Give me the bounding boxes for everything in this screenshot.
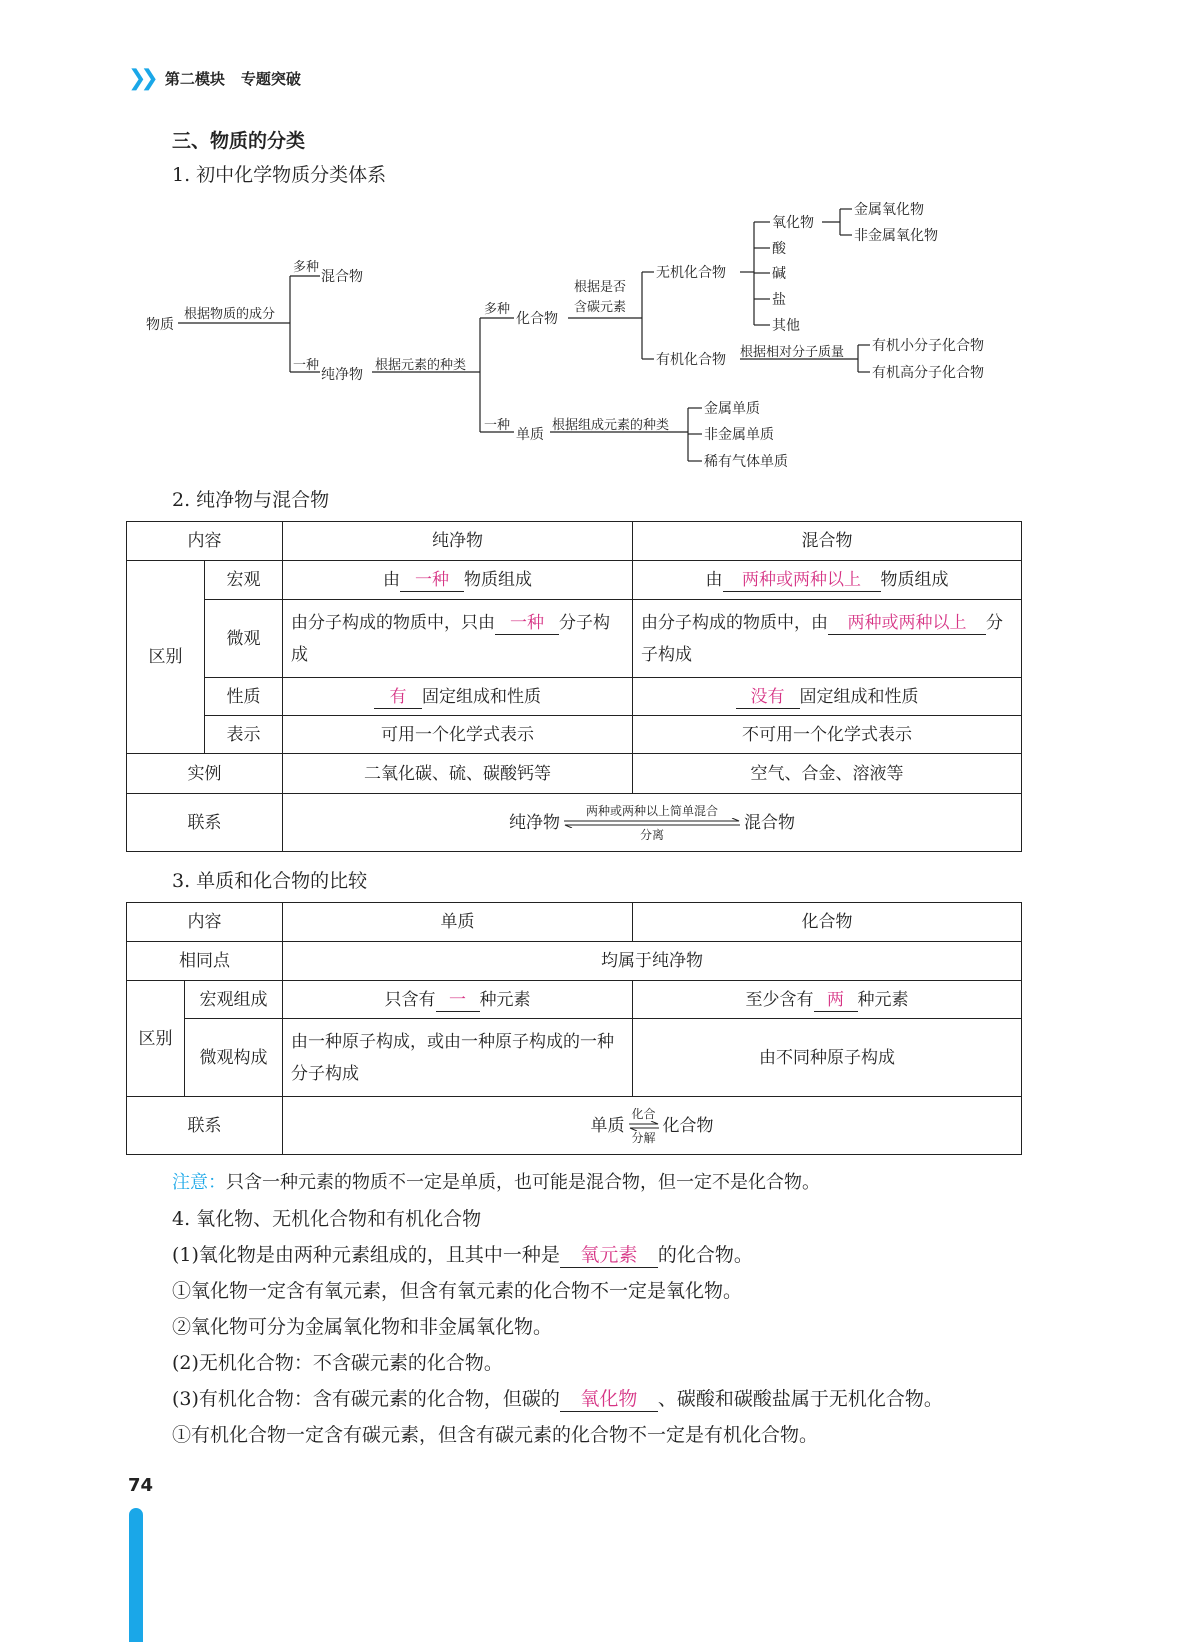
t2-relation-equation [591,1107,714,1145]
tree-compound-qty: 多种 [484,302,511,317]
t2-header-element: 单质 [283,903,633,942]
line-4: (2)无机化合物：不含碳元素的化合物。 [172,1352,503,1374]
subsection-2-title: 2. 纯净物与混合物 [172,489,330,511]
note-label: 注意： [172,1172,226,1193]
macro-mix-pre: 由 [705,570,723,590]
tree-pure-basis: 根据元素的种类 [375,358,467,373]
tree-mixture: 混合物 [321,269,363,285]
subsection-3-title: 3. 单质和化合物的比较 [172,870,368,892]
tree-organic: 有机化合物 [656,352,726,368]
page-edge-bar [129,1508,143,1642]
macro-pure [283,561,633,600]
tree-metal-oxide: 金属氧化物 [854,202,924,218]
micro-mix-pre: 由分子构成的物质中，由 [641,612,828,633]
t2-relation-top-label: 化合 [631,1106,656,1121]
relation-right: 混合物 [744,812,795,833]
line-1-post: 的化合物。 [657,1244,753,1266]
tree-oxide: 氧化物 [772,215,814,231]
tree-compound-basis-1: 根据是否 [574,280,627,295]
note [172,1168,820,1194]
tree-acid: 酸 [772,241,786,257]
tree-organic-basis: 根据相对分子质量 [740,345,845,360]
example-pure: 二氧化碳、硫、碳酸钙等 [283,754,633,794]
relation-left: 纯净物 [509,812,560,833]
micro-mixture [633,600,1022,678]
repr-pure: 可用一个化学式表示 [283,716,633,754]
t2-relation-arrows [627,1107,661,1145]
t2-micro-compound: 由不同种原子构成 [633,1019,1022,1097]
double-arrow-icon [627,1121,661,1131]
t2-header-compound: 化合物 [633,903,1022,942]
subsection-1-title: 1. 初中化学物质分类体系 [172,164,387,186]
line-3: ②氧化物可分为金属氧化物和非金属氧化物。 [172,1316,553,1338]
t2-diff-label: 区别 [127,981,185,1097]
macro-mix-post: 物质组成 [880,570,949,590]
property-pure [283,678,633,716]
tree-element-basis: 根据组成元素的种类 [552,418,670,433]
tree-nonmetal-oxide: 非金属氧化物 [854,228,938,244]
relation-bottom-label: 分离 [639,827,664,842]
micro-pure-pre: 由分子构成的物质中，只由 [291,612,495,633]
tree-large-organic: 有机高分子化合物 [872,365,984,381]
t2-macro-co-post: 种元素 [857,989,909,1010]
tree-compound-basis-2: 含碳元素 [574,300,627,315]
module-label: 第二模块 [164,69,225,88]
relation-label: 联系 [127,794,283,852]
micro-pure-post: 分子构成 [291,612,610,665]
micro-mix-post: 分子构成 [641,612,1003,665]
t2-relation-bottom-label: 分解 [631,1130,656,1145]
tree-root: 物质 [146,317,174,333]
tree-pure-qty: 一种 [293,358,320,373]
property-label: 性质 [205,678,283,716]
relation-equation [509,804,795,842]
macro-label: 宏观 [205,561,283,600]
tree-metal-element: 金属单质 [704,401,760,417]
macro-mixture [633,561,1022,600]
element-vs-compound-table [126,902,1022,1155]
header-mixture: 混合物 [633,522,1022,561]
example-mixture: 空气、合金、溶液等 [633,754,1022,794]
t2-micro-element: 由一种原子构成，或由一种原子构成的一种分子构成 [283,1019,633,1097]
double-chevron-icon: ❯❯ [128,65,153,91]
tree-mixture-qty: 多种 [293,260,320,275]
t2-relation-right: 化合物 [662,1115,714,1136]
t2-relation-cell [283,1097,1022,1155]
line-5-answer: 氧化物 [560,1387,658,1412]
micro-label: 微观 [205,600,283,678]
section-title: 三、物质的分类 [172,130,306,152]
line-2: ①氧化物一定含有氧元素，但含有氧元素的化合物不一定是氧化物。 [172,1280,743,1302]
property-mix-post: 固定组成和性质 [799,686,919,707]
macro-pure-pre: 由 [383,570,400,590]
topic-label: 专题突破 [240,69,301,88]
repr-label: 表示 [205,716,283,754]
property-mixture [633,678,1022,716]
tree-pure: 纯净物 [321,367,363,383]
tree-element: 单质 [516,427,544,443]
header-content: 内容 [127,522,283,561]
tree-compound: 化合物 [516,311,558,327]
tree-salt: 盐 [772,292,786,308]
t2-macro-el-post: 种元素 [479,989,531,1010]
t2-macro-label: 宏观组成 [185,981,283,1019]
t2-relation-label: 联系 [127,1097,283,1155]
t2-macro-compound [633,981,1022,1019]
diff-label: 区别 [127,561,205,754]
t2-micro-label: 微观构成 [185,1019,283,1097]
tree-root-basis: 根据物质的成分 [184,307,276,322]
tree-base: 碱 [772,266,786,282]
tree-element-qty: 一种 [484,418,511,433]
line-1-pre: (1)氧化物是由两种元素组成的，且其中一种是 [172,1244,560,1266]
t2-macro-co-pre: 至少含有 [745,989,814,1010]
line-5-pre: (3)有机化合物：含有碳元素的化合物，但碳的 [172,1388,560,1410]
t2-macro-el-answer: 一 [436,989,480,1012]
tree-nonmetal-element: 非金属单质 [704,427,774,443]
t2-common-label: 相同点 [127,942,283,981]
tree-noble-gas: 稀有气体单质 [704,454,788,470]
line-1 [172,1240,753,1268]
repr-mixture: 不可用一个化学式表示 [633,716,1022,754]
tree-inorganic: 无机化合物 [656,265,726,281]
double-arrow-icon [562,818,742,828]
relation-arrows [562,804,742,842]
property-pure-answer: 有 [374,686,422,709]
t2-common-value: 均属于纯净物 [283,942,1022,981]
line-1-answer: 氧元素 [560,1243,658,1268]
pure-vs-mixture-table [126,521,1022,852]
relation-top-label: 两种或两种以上简单混合 [585,803,718,818]
micro-pure [283,600,633,678]
macro-pure-answer: 一种 [400,569,464,592]
line-5-post: 、碳酸和碳酸盐属于无机化合物。 [657,1388,943,1410]
tree-other: 其他 [772,318,800,334]
micro-mix-answer: 两种或两种以上 [828,612,986,635]
line-5 [172,1384,943,1412]
micro-pure-answer: 一种 [495,612,559,635]
line-6: ①有机化合物一定含有碳元素，但含有碳元素的化合物不一定是有机化合物。 [172,1424,819,1446]
t2-macro-co-answer: 两 [814,989,858,1012]
page-number: 74 [128,1475,154,1496]
header-pure: 纯净物 [283,522,633,561]
example-label: 实例 [127,754,283,794]
t2-macro-element [283,981,633,1019]
t2-header-content: 内容 [127,903,283,942]
relation-cell [283,794,1022,852]
note-text: 只含一种元素的物质不一定是单质，也可能是混合物，但一定不是化合物。 [226,1172,820,1193]
property-pure-post: 固定组成和性质 [422,686,541,707]
t2-relation-left: 单质 [590,1115,625,1136]
subsection-4-title: 4. 氧化物、无机化合物和有机化合物 [172,1208,482,1230]
tree-small-organic: 有机小分子化合物 [872,338,984,354]
macro-pure-post: 物质组成 [464,570,532,590]
property-mix-answer: 没有 [736,686,800,709]
macro-mix-answer: 两种或两种以上 [723,569,881,592]
t2-macro-el-pre: 只含有 [384,989,436,1010]
